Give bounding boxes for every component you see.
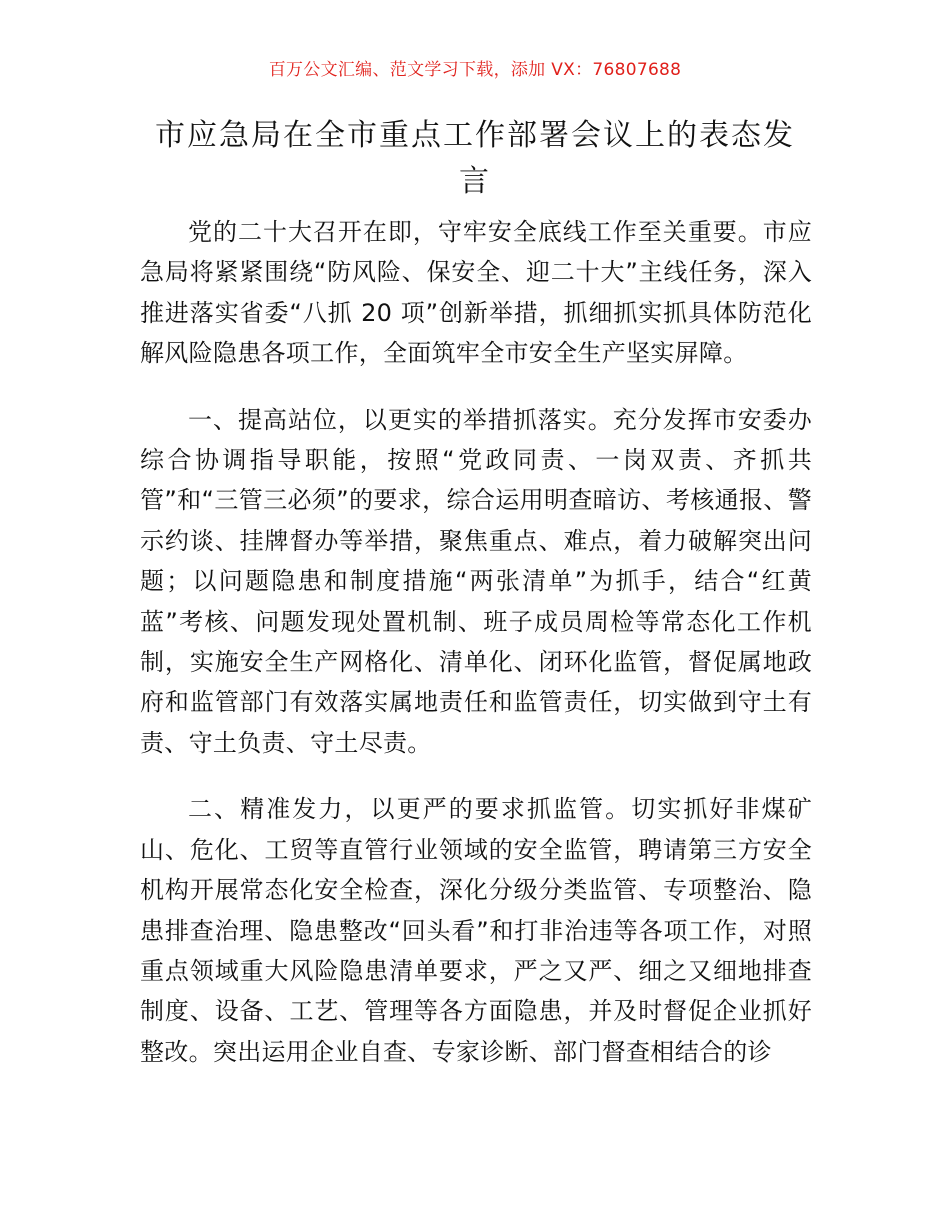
paragraph-section-2: 二、精准发力，以更严的要求抓监管。切实抓好非煤矿山、危化、工贸等直管行业领域的安全监管，聘请第三方安全机构开展常态化安全检查，深化分级分类监管、专项整治、隐患排查治理、隐患整改“回头看”和打非治违等各项工作，对照重点领域重大风险隐患清单要求，严之又严、细之又细地排查制度、设备、工艺、管理等各方面隐患，并及时督促企业抓好整改。突出运用企业自查、专家诊断、部门督查相结合的诊 [140, 795, 812, 1066]
document-body [140, 212, 812, 1098]
paragraph-section-1: 一、提高站位，以更实的举措抓落实。充分发挥市安委办综合协调指导职能，按照“党政同责、一岗双责、齐抓共管”和“三管三必须”的要求，综合运用明查暗访、考核通报、警示约谈、挂牌督办等举措，聚焦重点、难点，着力破解突出问题；以问题隐患和制度措施“两张清单”为抓手，结合“红黄蓝”考核、问题发现处置机制、班子成员周检等常态化工作机制，实施安全生产网格化、清单化、闭环化监管，督促属地政府和监管部门有效落实属地责任和监管责任，切实做到守土有责、守土负责、守土尽责。 [140, 405, 812, 757]
paragraph-intro: 党的二十大召开在即，守牢安全底线工作至关重要。市应急局将紧紧围绕“防风险、保安全、迎二十大”主线任务，深入推进落实省委“八抓 20 项”创新举措，抓细抓实抓具体防范化解风险隐患各项工作，全面筑牢全市安全生产坚实屏障。 [140, 218, 812, 368]
promo-banner: 百万公文汇编、范文学习下载，添加 VX：76807688 [268, 60, 682, 80]
page-title: 市应急局在全市重点工作部署会议上的表态发言 [155, 118, 795, 199]
